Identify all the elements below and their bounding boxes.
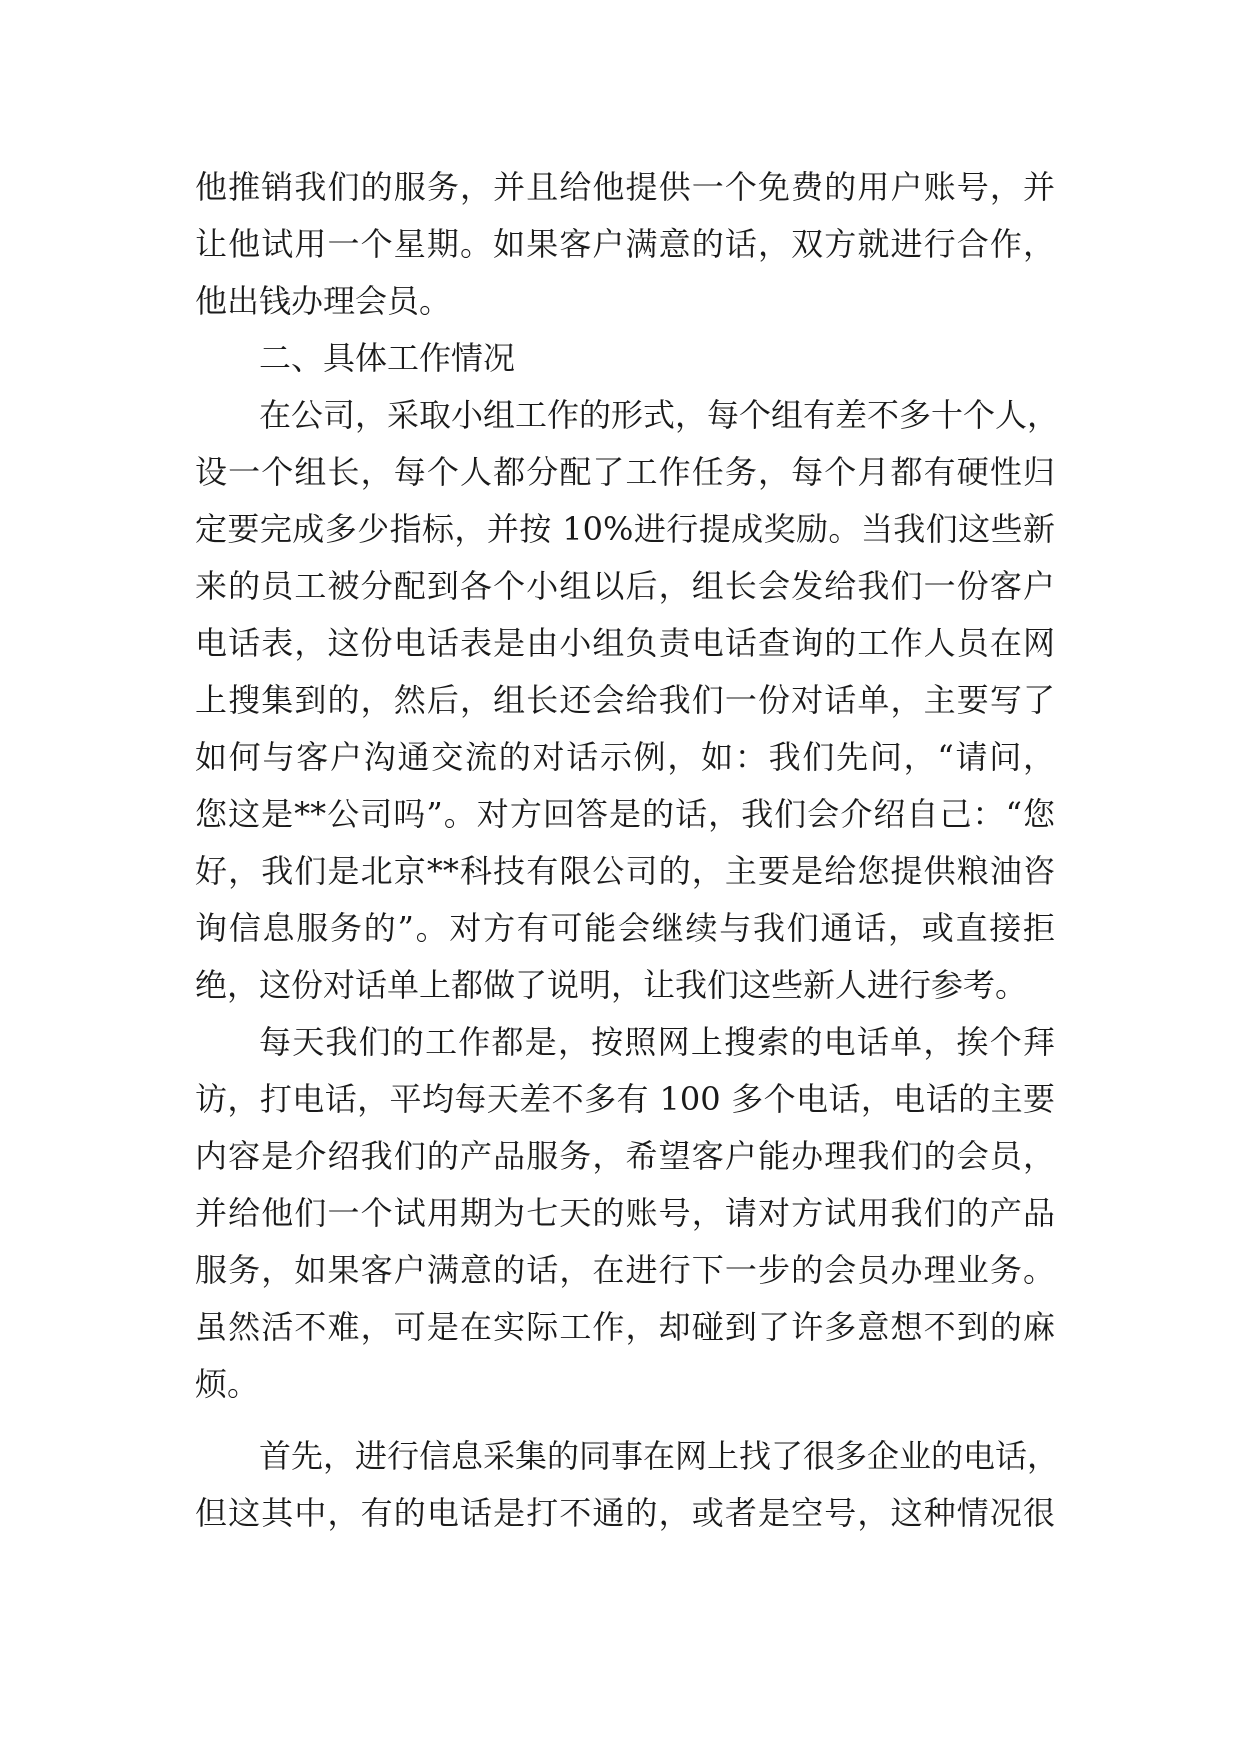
- text-line: 但这其中，有的电话是打不通的，或者是空号，这种情况很: [195, 1494, 1055, 1532]
- text-line: 定要完成多少指标，并按 10%进行提成奖励。当我们这些新: [195, 510, 1055, 548]
- section-heading: 二、具体工作情况: [259, 339, 516, 377]
- text-line: 访，打电话，平均每天差不多有 100 多个电话，电话的主要: [195, 1080, 1055, 1118]
- text-line: 上搜集到的，然后，组长还会给我们一份对话单，主要写了: [195, 681, 1055, 719]
- text-line: 每天我们的工作都是，按照网上搜索的电话单，挨个拜: [259, 1023, 1055, 1061]
- text-line: 他推销我们的服务，并且给他提供一个免费的用户账号，并: [195, 168, 1055, 206]
- text-line: 好，我们是北京**科技有限公司的，主要是给您提供粮油咨: [195, 852, 1055, 890]
- text-line: 如何与客户沟通交流的对话示例，如：我们先问，“请问，: [195, 738, 1055, 776]
- text-line: 并给他们一个试用期为七天的账号，请对方试用我们的产品: [195, 1194, 1055, 1232]
- text-line: 绝，这份对话单上都做了说明，让我们这些新人进行参考。: [195, 966, 1028, 1004]
- text-line: 您这是**公司吗”。对方回答是的话，我们会介绍自己：“您: [195, 795, 1055, 833]
- text-line: 电话表，这份电话表是由小组负责电话查询的工作人员在网: [195, 624, 1055, 662]
- text-line: 服务，如果客户满意的话，在进行下一步的会员办理业务。: [195, 1251, 1055, 1289]
- text-line: 烦。: [195, 1365, 260, 1403]
- text-line: 询信息服务的”。对方有可能会继续与我们通话，或直接拒: [195, 909, 1055, 947]
- text-line: 首先，进行信息采集的同事在网上找了很多企业的电话，: [259, 1437, 1060, 1475]
- text-line: 内容是介绍我们的产品服务，希望客户能办理我们的会员，: [195, 1137, 1055, 1175]
- text-line: 他出钱办理会员。: [195, 282, 452, 320]
- text-line: 设一个组长，每个人都分配了工作任务，每个月都有硬性归: [195, 453, 1055, 491]
- text-line: 在公司，采取小组工作的形式，每个组有差不多十个人，: [259, 396, 1060, 434]
- text-line: 让他试用一个星期。如果客户满意的话，双方就进行合作，: [195, 225, 1055, 263]
- text-line: 来的员工被分配到各个小组以后，组长会发给我们一份客户: [195, 567, 1055, 605]
- text-line: 虽然活不难，可是在实际工作，却碰到了许多意想不到的麻: [195, 1308, 1055, 1346]
